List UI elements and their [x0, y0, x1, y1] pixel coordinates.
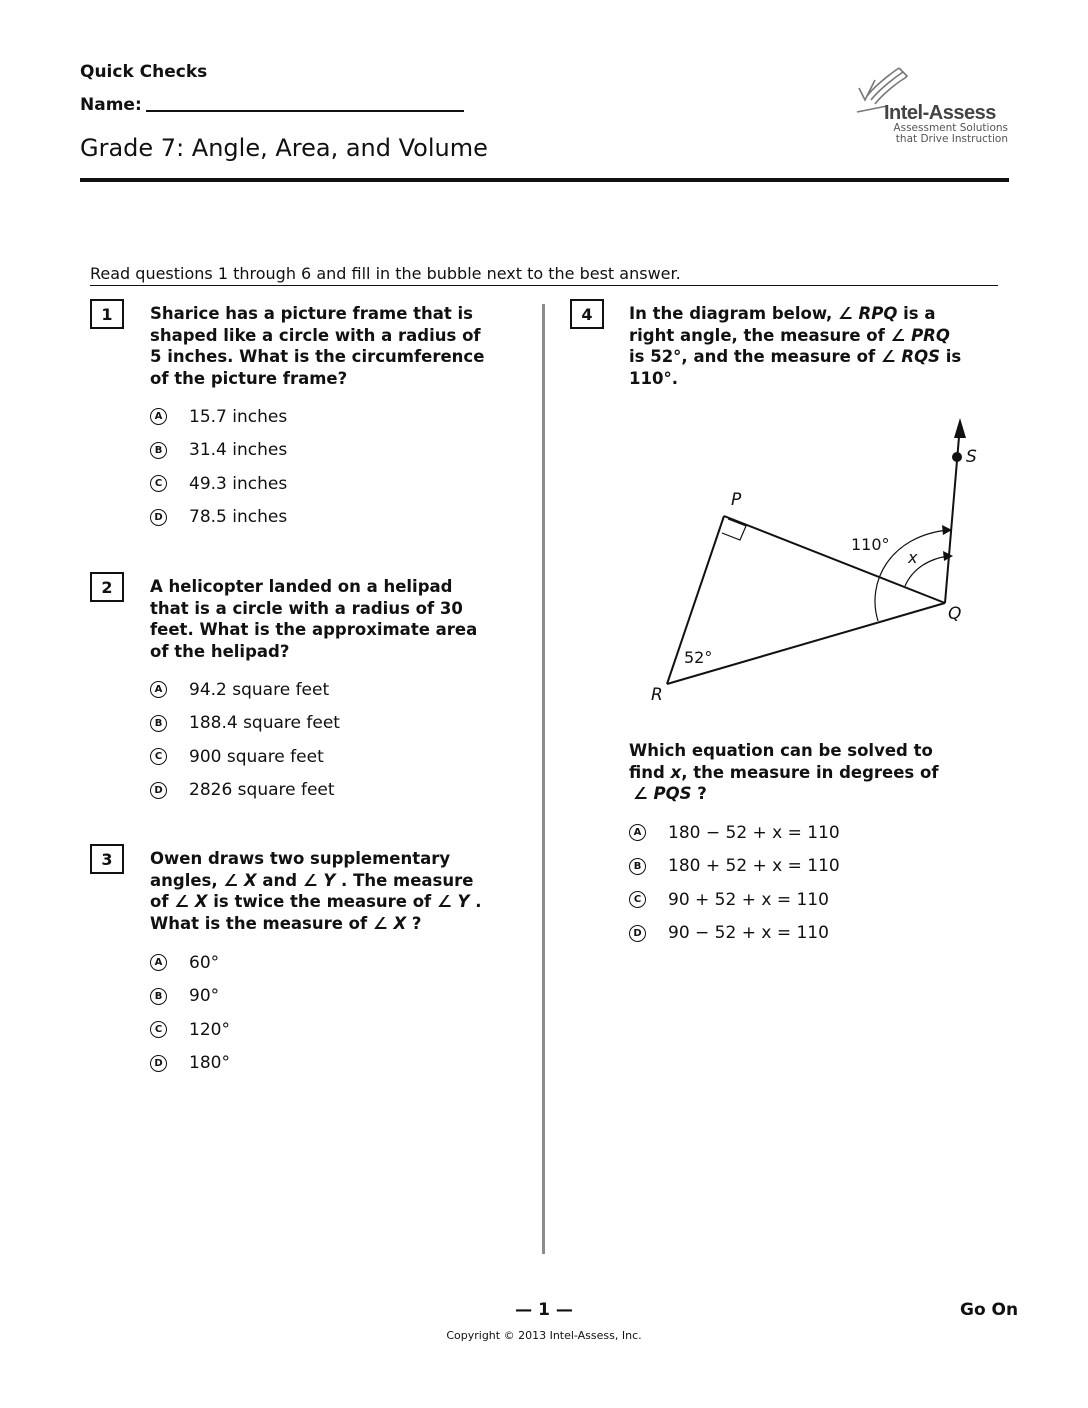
question-line: [629, 762, 939, 784]
text-run: is: [940, 347, 962, 366]
answer-bubble[interactable]: B: [150, 442, 167, 459]
angle-x: ∠ X: [372, 913, 407, 933]
instructions: Read questions 1 through 6 and fill in the bubble next to the best answer.: [90, 264, 681, 283]
segment-rq: [667, 603, 945, 684]
question-number-box: 2: [90, 572, 124, 602]
text-run: find: [629, 762, 671, 782]
label-p: P: [731, 490, 742, 510]
question-line: of the helipad?: [150, 641, 290, 661]
answer-bubble[interactable]: D: [629, 925, 646, 942]
angle-y: ∠ Y: [436, 892, 470, 911]
variable-x: x: [670, 762, 682, 782]
point-s-dot: [952, 452, 962, 462]
choice-text: 78.5 inches: [189, 507, 288, 528]
answer-bubble[interactable]: C: [150, 748, 167, 765]
text-run: of: [150, 892, 175, 911]
choice-text: 180 − 52 + x = 110: [668, 822, 840, 843]
page-number: — 1 —: [515, 1300, 573, 1320]
choice-text: 15.7 inches: [189, 406, 288, 427]
right-angle-marker: [722, 519, 746, 540]
answer-choice-b[interactable]: [629, 850, 840, 884]
text-run: ?: [691, 784, 707, 803]
question-line: [629, 783, 939, 805]
answer-bubble[interactable]: A: [150, 408, 167, 425]
text-run: ?: [406, 913, 422, 933]
angle-pqs: ∠ PQS: [633, 784, 692, 803]
ray-arrowhead: [954, 418, 966, 438]
question-line: A helicopter landed on a helipad: [150, 577, 453, 596]
answer-bubble[interactable]: D: [150, 1055, 167, 1072]
text-run: .: [469, 892, 482, 911]
angle-rpq: ∠ RPQ: [838, 304, 898, 323]
text-run: and: [256, 870, 303, 890]
answer-choice-c[interactable]: [629, 883, 840, 917]
answer-bubble[interactable]: A: [150, 954, 167, 971]
choice-text: 90°: [189, 986, 220, 1007]
question-line: shaped like a circle with a radius of: [150, 325, 481, 345]
choice-text: 120°: [189, 1019, 230, 1040]
question-line: feet. What is the approximate area: [150, 620, 478, 639]
question-4-choices: [629, 816, 840, 950]
text-run: angles,: [150, 870, 224, 890]
angle-x: ∠ X: [174, 892, 208, 911]
series-title: Quick Checks: [80, 62, 208, 82]
answer-bubble[interactable]: A: [629, 824, 646, 841]
logo-brand-text: Intel-Assess: [884, 102, 996, 124]
question-line: 5 inches. What is the circumference: [150, 347, 485, 366]
label-x: x: [908, 548, 918, 567]
answer-bubble[interactable]: D: [150, 782, 167, 799]
answer-bubble[interactable]: C: [629, 891, 646, 908]
answer-choice-d[interactable]: [629, 917, 840, 951]
choice-text: 180 + 52 + x = 110: [668, 856, 840, 877]
question-4-prompt: [629, 740, 939, 805]
question-number-box: 1: [90, 299, 124, 329]
text-run: In the diagram below,: [629, 304, 839, 323]
answer-bubble[interactable]: B: [150, 715, 167, 732]
choice-text: 2826 square feet: [189, 780, 335, 801]
choice-text: 49.3 inches: [189, 473, 288, 494]
question-number-box: 4: [570, 299, 604, 329]
choice-text: 60°: [189, 952, 220, 973]
label-r: R: [651, 685, 663, 705]
question-line: of the picture frame?: [150, 368, 348, 388]
angle-x: ∠ X: [223, 870, 257, 890]
answer-bubble[interactable]: A: [150, 681, 167, 698]
question-line: 110°.: [629, 368, 678, 388]
logo-tagline-2: that Drive Instruction: [895, 133, 1008, 145]
answer-choice-a[interactable]: [629, 816, 840, 850]
text-run: . The measure: [335, 870, 474, 890]
name-label: Name:: [80, 95, 142, 115]
label-52: 52°: [684, 648, 713, 667]
text-run: is twice the measure of: [207, 892, 437, 911]
choice-text: 180°: [189, 1053, 230, 1074]
choice-text: 90 + 52 + x = 110: [668, 889, 829, 910]
logo-tagline-1: Assessment Solutions: [893, 122, 1008, 134]
label-s: S: [966, 447, 977, 467]
answer-bubble[interactable]: B: [150, 988, 167, 1005]
question-line: Sharice has a picture frame that is: [150, 304, 474, 323]
go-on-label: Go On: [960, 1300, 1019, 1320]
ray-qs: [945, 425, 960, 603]
answer-bubble[interactable]: D: [150, 509, 167, 526]
choice-text: 188.4 square feet: [189, 713, 340, 734]
question-number-box: 3: [90, 844, 124, 874]
question-line: Which equation can be solved to: [629, 741, 933, 760]
angle-y: ∠ Y: [302, 870, 336, 890]
choice-text: 900 square feet: [189, 746, 324, 767]
angle-rqs: ∠ RQS: [880, 347, 941, 366]
choice-text: 90 − 52 + x = 110: [668, 923, 829, 944]
choice-text: 94.2 square feet: [189, 679, 330, 700]
text-run: right angle, the measure of: [629, 325, 891, 345]
question-line: that is a circle with a radius of 30: [150, 598, 463, 618]
label-q: Q: [948, 604, 962, 624]
copyright: Copyright © 2013 Intel-Assess, Inc.: [446, 1329, 642, 1342]
page-title: Grade 7: Angle, Area, and Volume: [80, 134, 488, 162]
choice-text: 31.4 inches: [189, 440, 288, 461]
answer-bubble[interactable]: B: [629, 858, 646, 875]
question-line: Owen draws two supplementary: [150, 849, 451, 868]
text-run: is 52°, and the measure of: [629, 347, 881, 366]
text-run: , the measure in degrees of: [681, 762, 939, 782]
text-run: What is the measure of: [150, 913, 373, 933]
answer-bubble[interactable]: C: [150, 1021, 167, 1038]
label-110: 110°: [851, 535, 890, 554]
text-run: is a: [897, 304, 936, 323]
answer-bubble[interactable]: C: [150, 475, 167, 492]
angle-prq: ∠ PRQ: [890, 325, 950, 345]
